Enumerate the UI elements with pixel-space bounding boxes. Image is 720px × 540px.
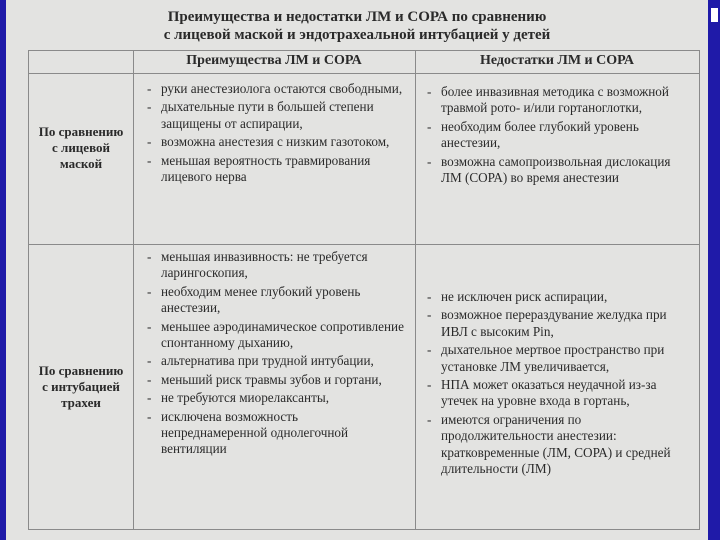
list-item: - альтернатива при трудной интубации,	[145, 353, 407, 369]
list-item: - дыхательное мертвое пространство при установке ЛМ увеличивается,	[425, 342, 693, 375]
divider-header	[29, 73, 699, 74]
list-item: - возможное перераздувание желудка при ИВЛ с высоким Pin,	[425, 307, 693, 340]
row-header-intubation-line-1: По сравнению	[38, 363, 124, 378]
list-item: - меньшая инвазивность: не требуется ларингоскопия,	[145, 249, 407, 282]
row-header-mask	[29, 124, 133, 172]
column-header-disadvantages: Недостатки ЛМ и СОРА	[480, 53, 634, 68]
mask-advantages-list	[145, 81, 405, 187]
mask-disadvantages-list	[425, 84, 691, 188]
page-title	[6, 8, 708, 44]
comparison-table	[28, 50, 700, 530]
scanned-page	[6, 0, 708, 540]
list-item: - более инвазивная методика с возможной травмой рото- и/или гортаноглотки,	[425, 84, 691, 117]
list-item: - меньшее аэродинамическое сопротивление спонтанному дыханию,	[145, 319, 407, 352]
intubation-disadvantages-list	[425, 289, 693, 479]
frame-edge-right	[708, 0, 720, 540]
list-item: - имеются ограничения по продолжительности анестезии: кратковременные (ЛМ, СОРА) и средней длительности (ЛМ)	[425, 412, 693, 478]
row-header-mask-line-2: с лицевой	[52, 140, 110, 155]
divider-rows	[29, 244, 699, 245]
list-item: - руки анестезиолога остаются свободными,	[145, 81, 405, 97]
frame-edge-left	[0, 0, 6, 540]
divider-v2	[415, 51, 416, 529]
title-line-1: Преимущества и недостатки ЛМ и СОРА по сравнению	[167, 9, 547, 25]
row-header-intubation-line-3: трахеи	[61, 395, 101, 410]
row-header-mask-line-1: По сравнению	[38, 124, 124, 139]
list-item: - меньший риск травмы зубов и гортани,	[145, 372, 407, 388]
list-item: - не требуются миорелаксанты,	[145, 390, 407, 406]
list-item: - меньшая вероятность травмирования лицевого нерва	[145, 153, 405, 186]
list-item: - не исключен риск аспирации,	[425, 289, 693, 305]
row-header-intubation	[29, 363, 133, 411]
list-item: - НПА может оказаться неудачной из-за утечек на уровне входа в гортань,	[425, 377, 693, 410]
title-line-2: с лицевой маской и эндотрахеальной интубацией у детей	[163, 27, 551, 43]
corner-marker	[711, 8, 718, 22]
list-item: - дыхательные пути в большей степени защищены от аспирации,	[145, 99, 405, 132]
divider-v1	[133, 51, 134, 529]
intubation-advantages-list	[145, 249, 407, 460]
list-item: - необходим более глубокий уровень анестезии,	[425, 119, 691, 152]
column-header-advantages: Преимущества ЛМ и СОРА	[186, 53, 362, 68]
list-item: - исключена возможность непреднамеренной однолегочной вентиляции	[145, 409, 407, 458]
row-header-mask-line-3: маской	[59, 156, 103, 171]
list-item: - необходим менее глубокий уровень анестезии,	[145, 284, 407, 317]
list-item: - возможна самопроизвольная дислокация ЛМ (СОРА) во время анестезии	[425, 154, 691, 187]
list-item: - возможна анестезия с низким газотоком,	[145, 134, 405, 150]
row-header-intubation-line-2: с интубацией	[42, 379, 120, 394]
